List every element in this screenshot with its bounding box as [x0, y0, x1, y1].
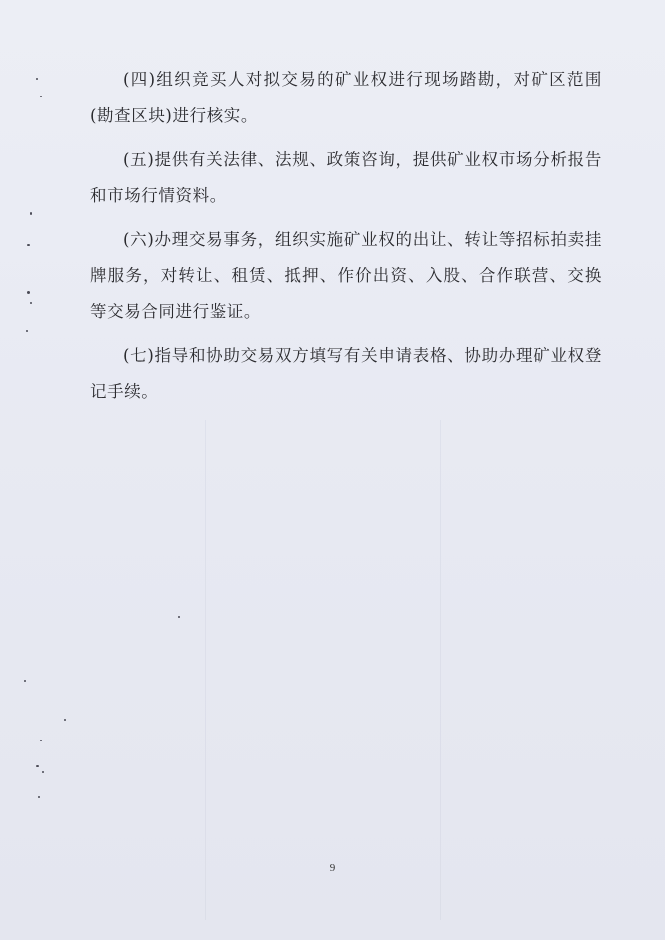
scan-speck [36, 765, 39, 767]
scan-speck [42, 771, 44, 773]
scan-speck [24, 680, 26, 682]
scan-speck [27, 291, 30, 294]
paragraph-item-6: (六)办理交易事务，组织实施矿业权的出让、转让等招标拍卖挂牌服务，对转让、租赁、抵押、作价出资、入股、合作联营、交换等交易合同进行鉴证。 [90, 230, 602, 321]
document-body [90, 62, 602, 418]
paragraph-item-4: (四)组织竞买人对拟交易的矿业权进行现场踏勘，对矿区范围(勘查区块)进行核实。 [90, 70, 602, 125]
scan-speck [178, 616, 180, 618]
scan-speck [64, 719, 66, 721]
scan-speck [27, 244, 30, 246]
scan-fold-line [440, 420, 441, 920]
scan-speck [36, 78, 38, 80]
scan-speck [30, 302, 32, 304]
scan-speck [30, 212, 32, 215]
paragraph-item-7: (七)指导和协助交易双方填写有关申请表格、协助办理矿业权登记手续。 [90, 346, 602, 401]
scan-speck [40, 740, 42, 741]
paragraph-item-5: (五)提供有关法律、法规、政策咨询，提供矿业权市场分析报告和市场行情资料。 [90, 150, 602, 205]
scan-speck [38, 796, 40, 798]
scan-speck [26, 330, 28, 332]
scan-fold-line [205, 420, 206, 920]
page-number: 9 [329, 862, 336, 874]
scan-speck [40, 96, 42, 97]
